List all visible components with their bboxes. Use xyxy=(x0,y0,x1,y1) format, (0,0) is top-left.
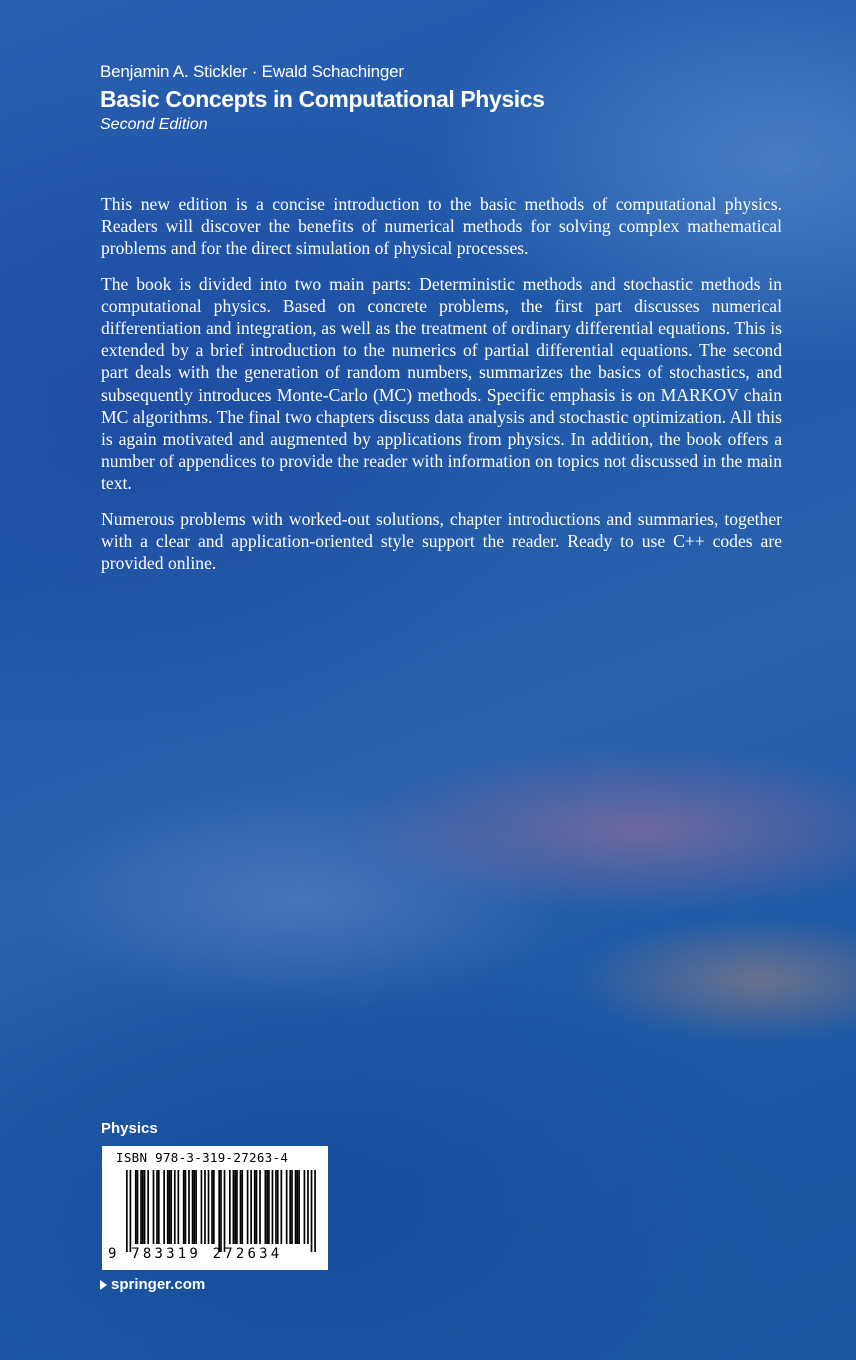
barcode-bar xyxy=(185,1170,187,1244)
barcode-bar xyxy=(192,1170,194,1244)
barcode-bar xyxy=(188,1170,190,1244)
barcode-bar xyxy=(158,1170,160,1244)
barcode-bar xyxy=(307,1170,309,1244)
barcode-bars xyxy=(126,1170,316,1252)
barcode-bar xyxy=(265,1170,267,1244)
barcode-digits: 9 783319 272634 xyxy=(108,1246,283,1262)
barcode-bar xyxy=(167,1170,169,1244)
barcode-bar xyxy=(170,1170,172,1244)
barcode-bar xyxy=(277,1170,279,1244)
blurb xyxy=(101,193,782,587)
barcode-bar xyxy=(298,1170,300,1244)
book-title: Basic Concepts in Computational Physics xyxy=(100,86,545,112)
barcode-bar xyxy=(314,1170,316,1252)
barcode-bar xyxy=(240,1170,242,1244)
barcode-bar xyxy=(224,1170,226,1252)
blurb-paragraph: Numerous problems with worked-out solutions, chapter introductions and summaries, together with a clear and application-oriented style support the reader. Ready to use C++ codes are provided online. xyxy=(101,508,782,574)
barcode-bar xyxy=(304,1170,306,1244)
barcode-bar xyxy=(163,1170,165,1244)
barcode-bar xyxy=(220,1170,222,1252)
barcode-bar xyxy=(256,1170,258,1244)
barcode-bar xyxy=(126,1170,128,1252)
barcode-bar xyxy=(195,1170,197,1244)
publisher-link[interactable] xyxy=(100,1276,205,1293)
barcode-bar xyxy=(229,1170,231,1244)
barcode-bar xyxy=(236,1170,238,1244)
barcode-bar xyxy=(296,1170,298,1244)
blurb-paragraph: This new edition is a concise introduction to the basic methods of computational physics. Readers will discover the benefits of numerical methods for solving complex mathematical problems and for the direct simulation of physical processes. xyxy=(101,194,782,259)
barcode-bar xyxy=(266,1170,268,1244)
barcode-bar xyxy=(233,1170,235,1244)
barcode-bar xyxy=(147,1170,149,1244)
barcode-bar xyxy=(130,1170,132,1252)
barcode-bar xyxy=(144,1170,146,1244)
barcode-bar xyxy=(291,1170,293,1244)
edition: Second Edition xyxy=(100,116,208,133)
barcode-bar xyxy=(211,1170,213,1244)
barcode-bar xyxy=(193,1170,195,1244)
barcode-bar xyxy=(140,1170,142,1244)
barcode-bar xyxy=(156,1170,158,1244)
barcode-bar xyxy=(208,1170,210,1244)
blurb-paragraph: The book is divided into two main parts: Deterministic methods and stochastic methods in computational physics. Based on concrete problems, the first part discusses numerical differentiation and integration, as well as the treatment of ordinary differential equations. This is extended by a brief introduction to the numerics of partial differential equations. The second part deals with the generation of random numbers, summarizes the basics of stochastics, and subsequently introduces Monte-Carlo (MC) methods. Specific emphasis is on MARKOV chain MC algorithms. The final two chapters discuss data analysis and stochastic optimization. All this is again motivated and augmented by applications from physics. In addition, the book offers a number of appendices to provide the reader with information on topics not discussed in the main text. xyxy=(101,273,782,494)
barcode-bar xyxy=(254,1170,256,1244)
barcode-bar xyxy=(289,1170,291,1244)
barcode-bar xyxy=(250,1170,252,1244)
isbn-label: ISBN 978-3-319-27263-4 xyxy=(116,1150,289,1165)
barcode-bar xyxy=(174,1170,176,1244)
barcode-bar xyxy=(169,1170,171,1244)
barcode-bar xyxy=(295,1170,297,1244)
barcode-bar xyxy=(275,1170,277,1244)
barcode-bar xyxy=(183,1170,185,1244)
cover-header xyxy=(100,60,545,136)
isbn-barcode xyxy=(102,1146,328,1270)
barcode-bar xyxy=(268,1170,270,1244)
barcode-bar xyxy=(286,1170,288,1244)
barcode-bar xyxy=(137,1170,139,1244)
subject-category: Physics xyxy=(101,1120,158,1137)
barcode-bar xyxy=(201,1170,203,1244)
barcode-bar xyxy=(234,1170,236,1244)
barcode-bar xyxy=(272,1170,274,1244)
barcode-bar xyxy=(142,1170,144,1244)
triangle-right-icon xyxy=(100,1280,107,1290)
publisher-url[interactable]: springer.com xyxy=(111,1276,206,1293)
barcode-bar xyxy=(135,1170,137,1244)
barcode-bar xyxy=(153,1170,155,1244)
authors: Benjamin A. Stickler · Ewald Schachinger xyxy=(100,62,404,81)
barcode-bar xyxy=(204,1170,206,1244)
barcode-bar xyxy=(213,1170,215,1244)
barcode-bar xyxy=(178,1170,180,1244)
barcode-bar xyxy=(218,1170,220,1252)
barcode-bar xyxy=(241,1170,243,1244)
barcode-bar xyxy=(311,1170,313,1252)
barcode-bar xyxy=(259,1170,261,1244)
barcode-bar xyxy=(280,1170,282,1244)
barcode-bar xyxy=(247,1170,249,1244)
